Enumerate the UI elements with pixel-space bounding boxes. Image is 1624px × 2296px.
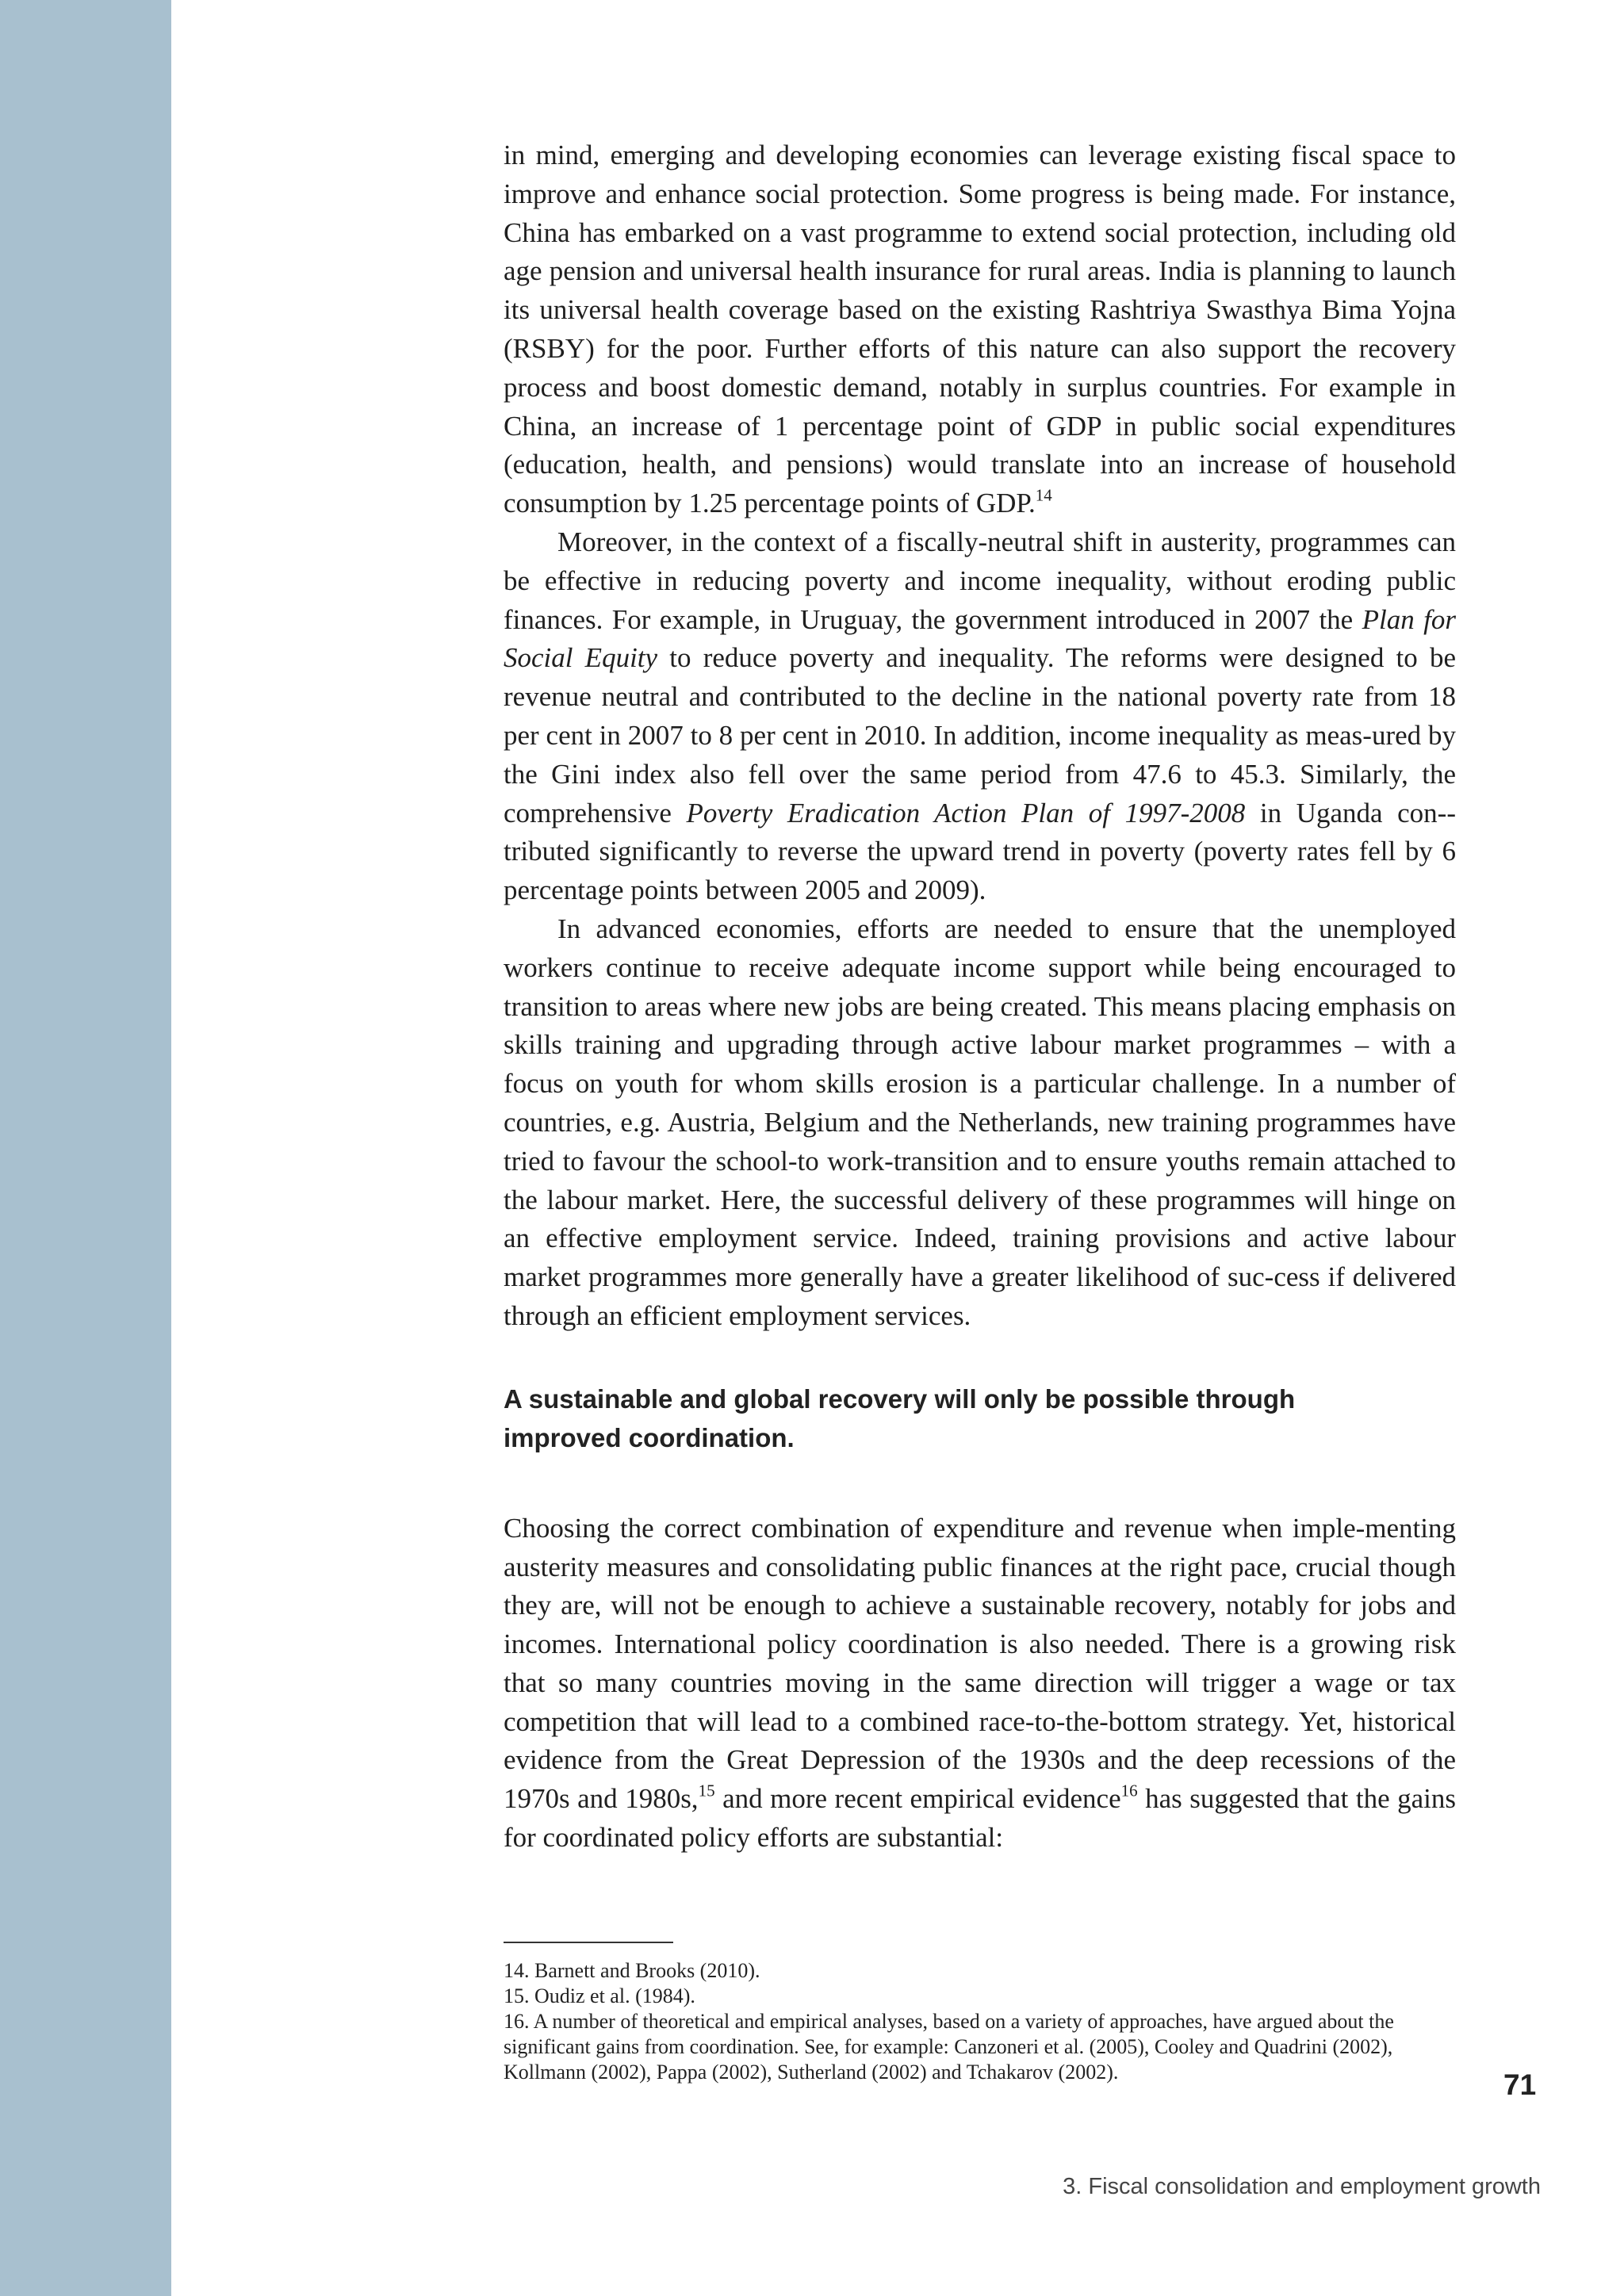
running-footer: 3. Fiscal consolidation and employment growth — [1063, 2174, 1541, 2199]
text-run: Moreover, in the context of a fiscally-neutral shift in austerity, programmes can be effective in reducing poverty and income inequality, without eroding public finances. For example, in Uruguay, the government introduced in 2007 the — [504, 526, 1456, 635]
footnote-ref: 15 — [698, 1781, 715, 1800]
text-run: Choosing the correct combination of expenditure and revenue when imple-menting austerity measures and consolidating public finances at the right pace, crucial though they are, will not be enough to achieve a sustainable recovery, notably for jobs and incomes. International policy coordination is also needed. There is a growing risk that so many countries moving in the same direction will trigger a wage or tax competition that will lead to a combined race-to-the-bottom strategy. Yet, historical evidence from the Great Depression of the 1930s and the deep recessions of the 1970s and 1980s, — [504, 1512, 1456, 1815]
page-number: 71 — [1503, 2068, 1537, 2101]
body-paragraph-1 — [504, 136, 1456, 523]
body-paragraph-2 — [504, 523, 1456, 910]
text-run: In advanced economies, efforts are needed to ensure that the unemployed workers continue to receive adequate income support while being encouraged to transition to areas where new jobs are being created. This means placing emphasis on skills training and upgrading through active labour market programmes – with a focus on youth for whom skills erosion is a particular challenge. In a number of countries, e.g. Austria, Belgium and the Netherlands, new training programmes have tried to favour the school-to work-transition and to ensure youths remain attached to the labour market. Here, the successful delivery of these programmes will hinge on an effective employment service. Indeed, training provisions and active labour market programmes more generally have a greater likelihood of suc-cess if delivered through an efficient employment services. — [504, 913, 1456, 1331]
text-run: in Uganda con-tributed significantly to reverse the upward trend in poverty (poverty rates fell by 6 percentage points between 2005 and 2009). — [504, 797, 1456, 906]
footnote-ref: 16 — [1120, 1781, 1138, 1800]
italic-title: Poverty Eradication Action Plan of 1997-2008 — [686, 797, 1246, 828]
section-heading: A sustainable and global recovery will only be possible through improved coordination. — [504, 1383, 1296, 1452]
text-run: in mind, emerging and developing economies can leverage existing fiscal space to improve and enhance social protection. Some progress is being made. For instance, China has embarked on a vast programme to extend social protection, including old age pension and universal health insurance for rural areas. India is planning to launch its universal health coverage based on the existing Rashtriya Swasthya Bima Yojna (RSBY) for the poor. Further efforts of this nature can also support the recovery process and boost domestic demand, notably in surplus countries. For example in China, an increase of 1 percentage point of GDP in public social expenditures (education, health, and pensions) would translate into an increase of household consumption by 1.25 percentage points of GDP. — [504, 140, 1456, 519]
footnote-ref: 14 — [1035, 485, 1052, 505]
footnote-separator — [504, 1942, 673, 1943]
main-text-column — [504, 136, 1456, 1858]
footnote-16: 16. A number of theoretical and empirical analyses, based on a variety of approaches, have argued about the significant gains from coordination. See, for example: Canzoneri et al. (2005), Cooley and Quadrini (2002), Kollmann (2002), Pappa (2002), Sutherland (2002) and Tchakarov (2002). — [504, 2010, 1394, 2084]
footnote-14: 14. Barnett and Brooks (2010). — [504, 1959, 760, 1982]
italic-title: Plan for Social Equity — [504, 603, 1457, 674]
decorative-side-band — [0, 0, 171, 2296]
body-paragraph-4 — [504, 1510, 1456, 1858]
text-run: has suggested that the gains for coordinated policy efforts are substantial: — [504, 1783, 1457, 1854]
text-run: and more recent empirical evidence — [714, 1783, 1121, 1815]
text-run: to reduce poverty and inequality. The reforms were designed to be revenue neutral and contributed to the decline in the national poverty rate from 18 per cent in 2007 to 8 per cent in 2010. In addition, income inequality as meas-ured by the Gini index also fell over the same period from 47.6 to 45.3. Similarly, the comprehensive — [504, 642, 1456, 828]
footnote-15: 15. Oudiz et al. (1984). — [504, 1984, 695, 2007]
body-paragraph-3 — [504, 910, 1456, 1336]
footnotes — [504, 1958, 1456, 2085]
